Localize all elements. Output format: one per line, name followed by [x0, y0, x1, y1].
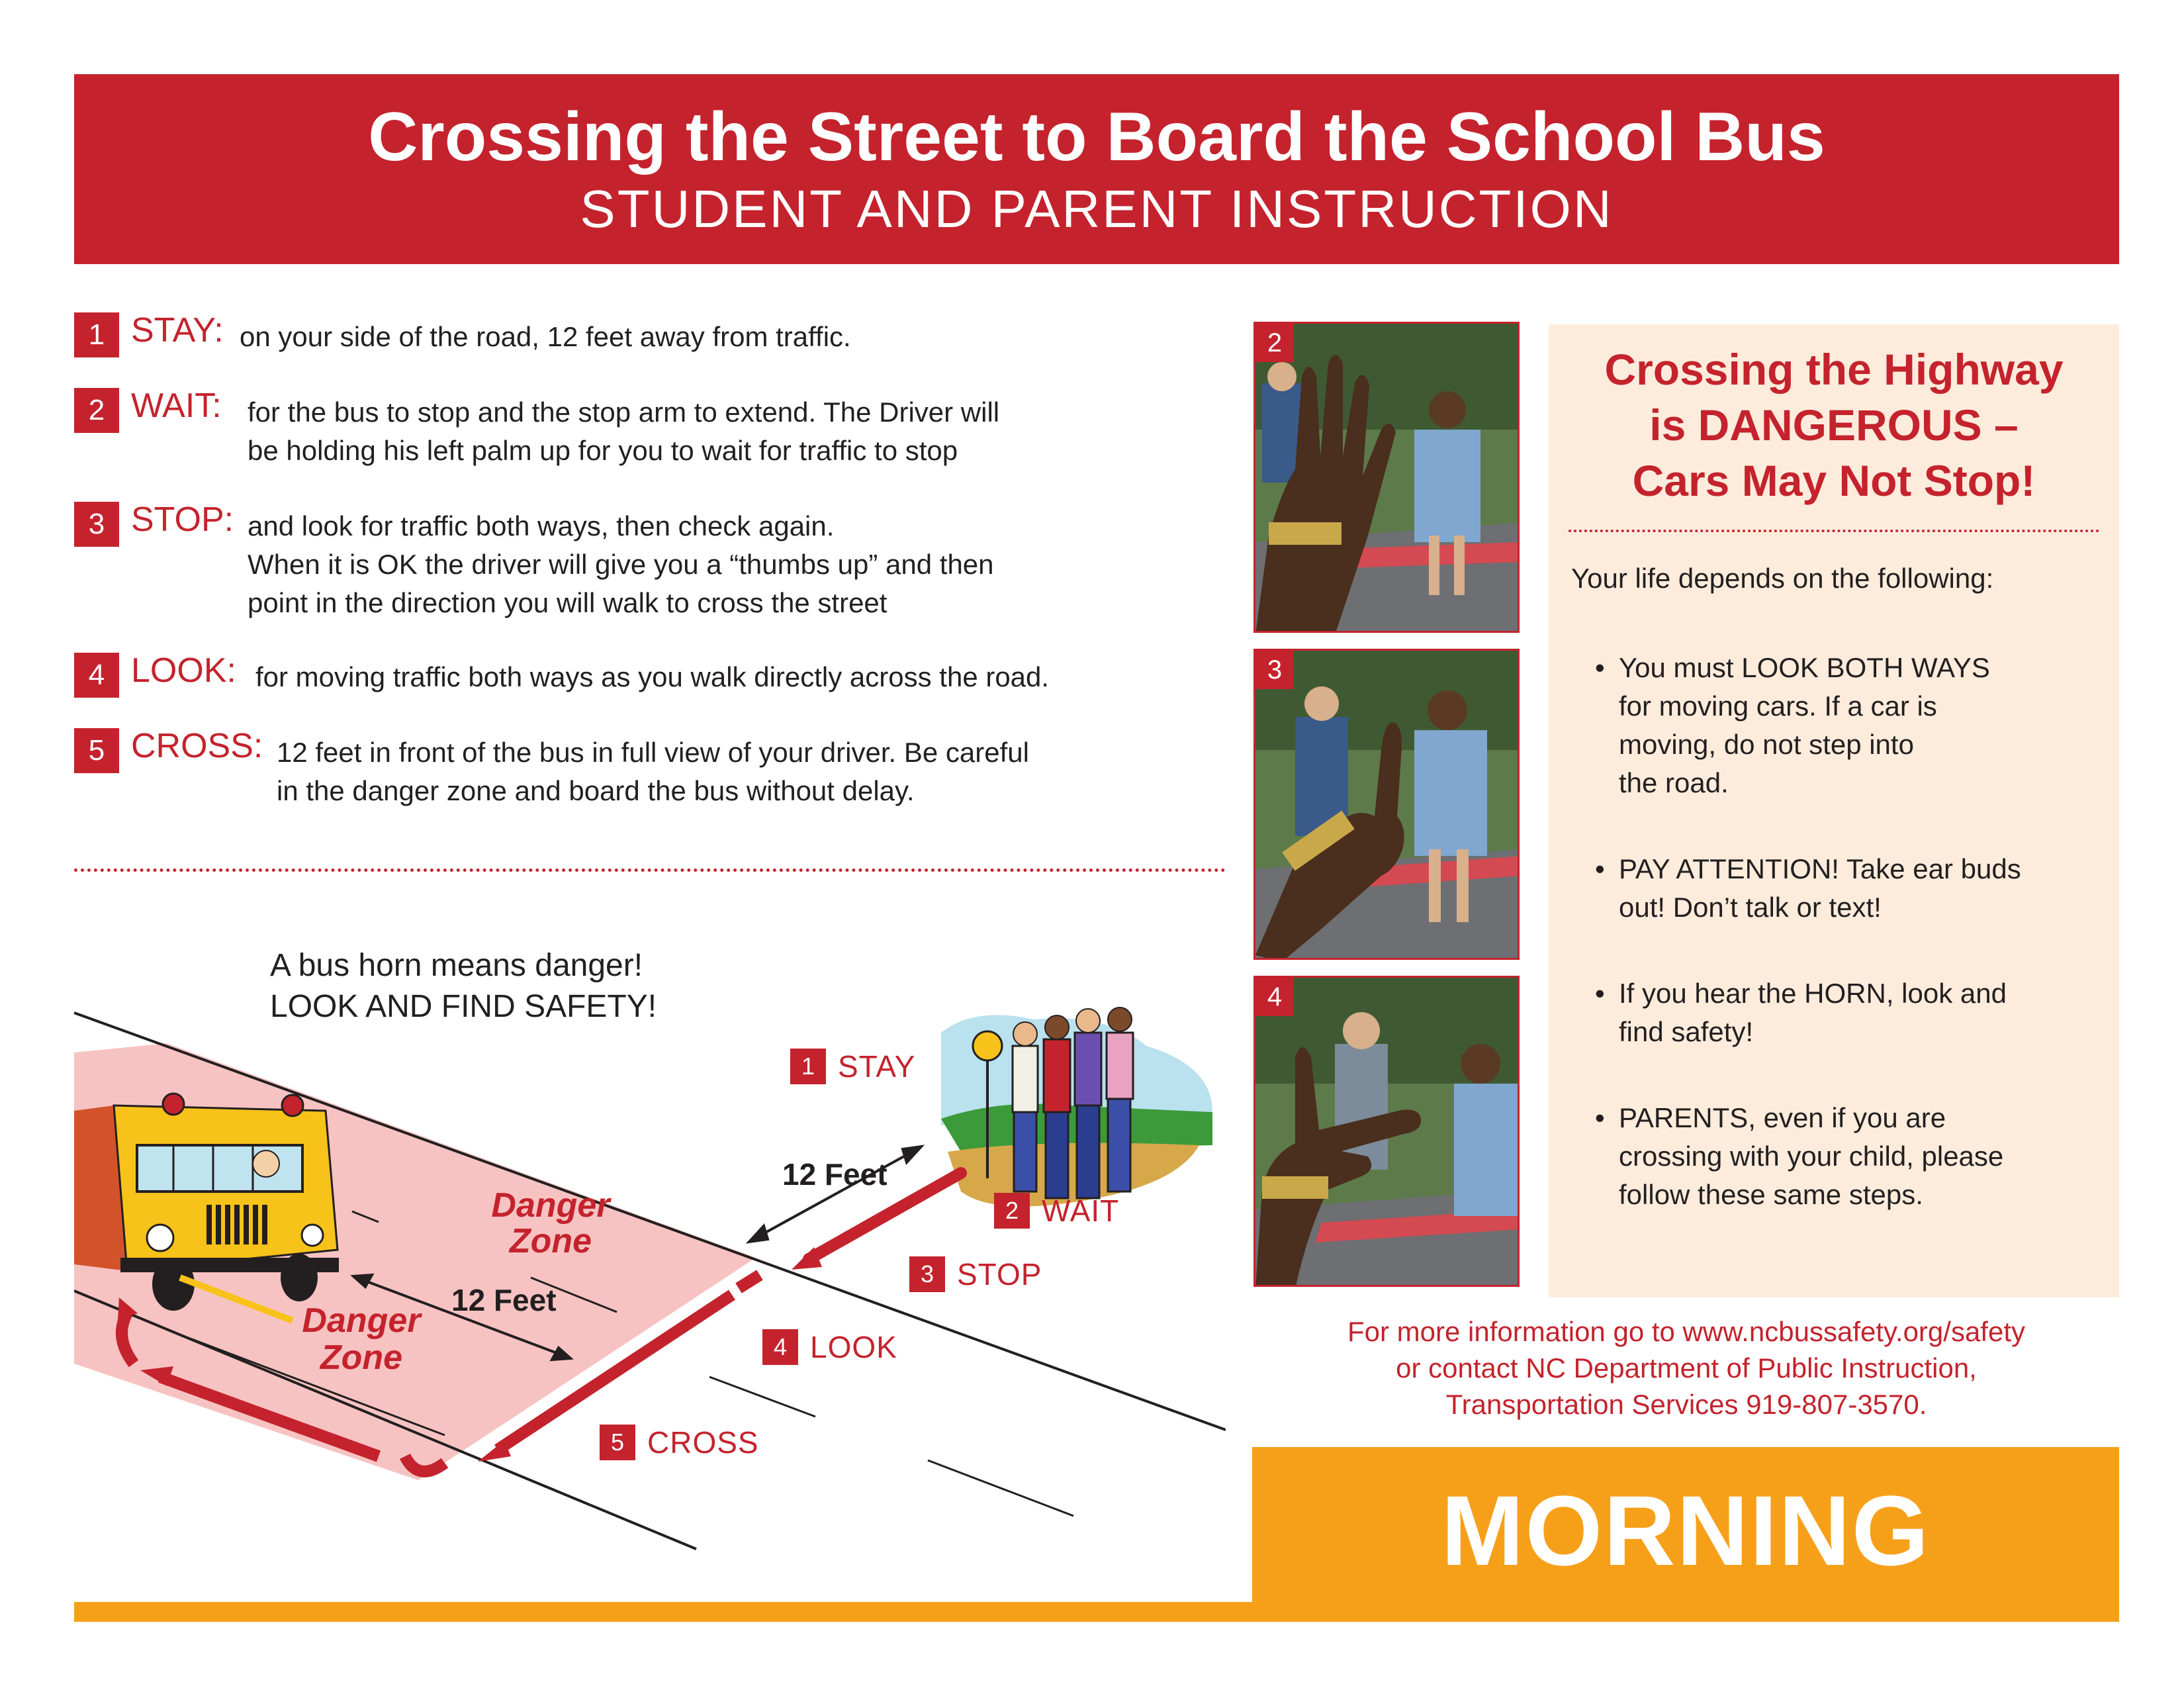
panel-title-line: Cars May Not Stop! — [1632, 456, 2036, 505]
diagram-label-stop — [909, 1256, 1042, 1292]
road-illustration — [74, 993, 1226, 1575]
horn-line: A bus horn means danger! — [270, 948, 643, 983]
step-line: point in the direction you will walk to cross the street — [248, 587, 887, 618]
label-number: 3 — [909, 1256, 945, 1292]
list-item — [1595, 1099, 2105, 1214]
step-keyword: WAIT: — [131, 387, 222, 425]
panel-title-line: Crossing the Highway — [1604, 345, 2064, 394]
step-number: 4 — [74, 653, 119, 698]
step-line: When it is OK the driver will give you a “thumbs up” and then — [248, 549, 994, 580]
lane-marking — [928, 1460, 1073, 1516]
bullet-line: • PAY ATTENTION! Take ear buds — [1619, 853, 2021, 884]
bullet-line: • PARENTS, even if you are — [1619, 1102, 1946, 1133]
label-text: LOOK — [810, 1330, 897, 1364]
bullet-line: find safety! — [1619, 1016, 1754, 1047]
info-line: Transportation Services 919-807-3570. — [1445, 1389, 1927, 1420]
step-text — [248, 393, 999, 470]
step-number: 3 — [74, 502, 119, 547]
diagram-label-stay — [790, 1049, 915, 1084]
photo-open-palm — [1253, 322, 1520, 633]
step-text — [248, 507, 994, 622]
bullet-line: the road. — [1619, 767, 1729, 798]
morning-banner: MORNING — [1252, 1447, 2119, 1602]
danger-zone-label-front: Danger — [302, 1301, 421, 1340]
photo-number: 4 — [1255, 978, 1294, 1016]
label-number: 4 — [762, 1329, 798, 1365]
step-keyword: STAY: — [131, 311, 224, 350]
students-at-bus-stop-illustration — [941, 1008, 1212, 1207]
contact-info — [1253, 1313, 2119, 1423]
horn-line: LOOK AND FIND SAFETY! — [270, 989, 657, 1024]
photo-number: 3 — [1255, 651, 1294, 689]
label-number: 2 — [994, 1193, 1030, 1229]
bottom-bar — [74, 1602, 2119, 1622]
diagram-label-wait — [994, 1193, 1119, 1229]
diagram-label-cross — [600, 1425, 759, 1460]
step-line: for moving traffic both ways as you walk directly across the road. — [255, 661, 1050, 692]
label-number: 5 — [600, 1425, 635, 1460]
danger-zone-label-top: Zone — [509, 1222, 592, 1260]
step-line: and look for traffic both ways, then check again. — [248, 510, 835, 541]
step-number: 5 — [74, 728, 119, 773]
bullet-line: • You must LOOK BOTH WAYS — [1619, 652, 1990, 683]
lane-marking — [709, 1377, 815, 1417]
distance-label-bottom: 12 Feet — [451, 1283, 557, 1317]
diagram-label-look — [762, 1329, 897, 1365]
step-number: 1 — [74, 312, 119, 357]
label-number: 1 — [790, 1049, 826, 1084]
header-banner — [74, 74, 2119, 264]
step-line: in the danger zone and board the bus without delay. — [277, 775, 915, 806]
panel-intro: Your life depends on the following: — [1571, 563, 1994, 594]
info-line: or contact NC Department of Public Instruction, — [1396, 1352, 1977, 1383]
list-item — [1595, 850, 2105, 927]
label-text: STOP — [957, 1257, 1042, 1291]
bullet-line: follow these same steps. — [1619, 1179, 1923, 1210]
step-keyword: CROSS: — [131, 727, 263, 765]
bullet-line: moving, do not step into — [1619, 729, 1914, 760]
label-text: CROSS — [647, 1425, 759, 1460]
bullet-line: • If you hear the HORN, look and — [1619, 978, 2007, 1009]
panel-title — [1549, 342, 2119, 508]
step-text — [255, 658, 1049, 696]
step-number: 2 — [74, 388, 119, 433]
danger-zone-label-top: Danger — [491, 1186, 610, 1225]
crossing-diagram — [74, 993, 1226, 1575]
step-line: for the bus to stop and the stop arm to extend. The Driver will — [248, 397, 1000, 428]
pointing-photo-illustration — [1255, 978, 1520, 1287]
photo-pointing — [1253, 976, 1520, 1287]
label-text: STAY — [838, 1049, 916, 1084]
open-palm-photo-illustration — [1255, 324, 1520, 633]
thumbs-up-photo-illustration — [1255, 651, 1520, 960]
page-subtitle: STUDENT AND PARENT INSTRUCTION — [580, 179, 1614, 238]
step-line: 12 feet in front of the bus in full view of your driver. Be careful — [277, 737, 1029, 768]
panel-title-line: is DANGEROUS – — [1649, 400, 2019, 449]
step-keyword: LOOK: — [131, 651, 236, 690]
photo-number: 2 — [1255, 324, 1294, 362]
bullet-line: for moving cars. If a car is — [1619, 690, 1937, 722]
highway-warning-panel — [1549, 324, 2119, 1297]
step-text — [240, 318, 851, 356]
step-line: be holding his left palm up for you to wait for traffic to stop — [248, 435, 958, 466]
list-item — [1595, 974, 2105, 1051]
bullet-line: crossing with your child, please — [1619, 1141, 2004, 1172]
distance-label-top: 12 Feet — [782, 1157, 887, 1192]
list-item — [1595, 649, 2105, 802]
step-keyword: STOP: — [131, 500, 234, 539]
step-line: on your side of the road, 12 feet away from traffic. — [240, 321, 851, 352]
label-text: WAIT — [1042, 1194, 1120, 1228]
section-divider — [74, 868, 1226, 872]
danger-zone-label-front: Zone — [320, 1338, 403, 1377]
photo-thumbs-up — [1253, 649, 1520, 960]
panel-divider — [1569, 530, 2099, 532]
panel-bullet-list — [1595, 649, 2105, 1262]
step-text — [277, 733, 1029, 810]
bullet-line: out! Don’t talk or text! — [1619, 892, 1882, 923]
page-title: Crossing the Street to Board the School Bus — [368, 99, 1825, 175]
info-line: For more information go to www.ncbussafety.org/safety — [1347, 1316, 2025, 1347]
